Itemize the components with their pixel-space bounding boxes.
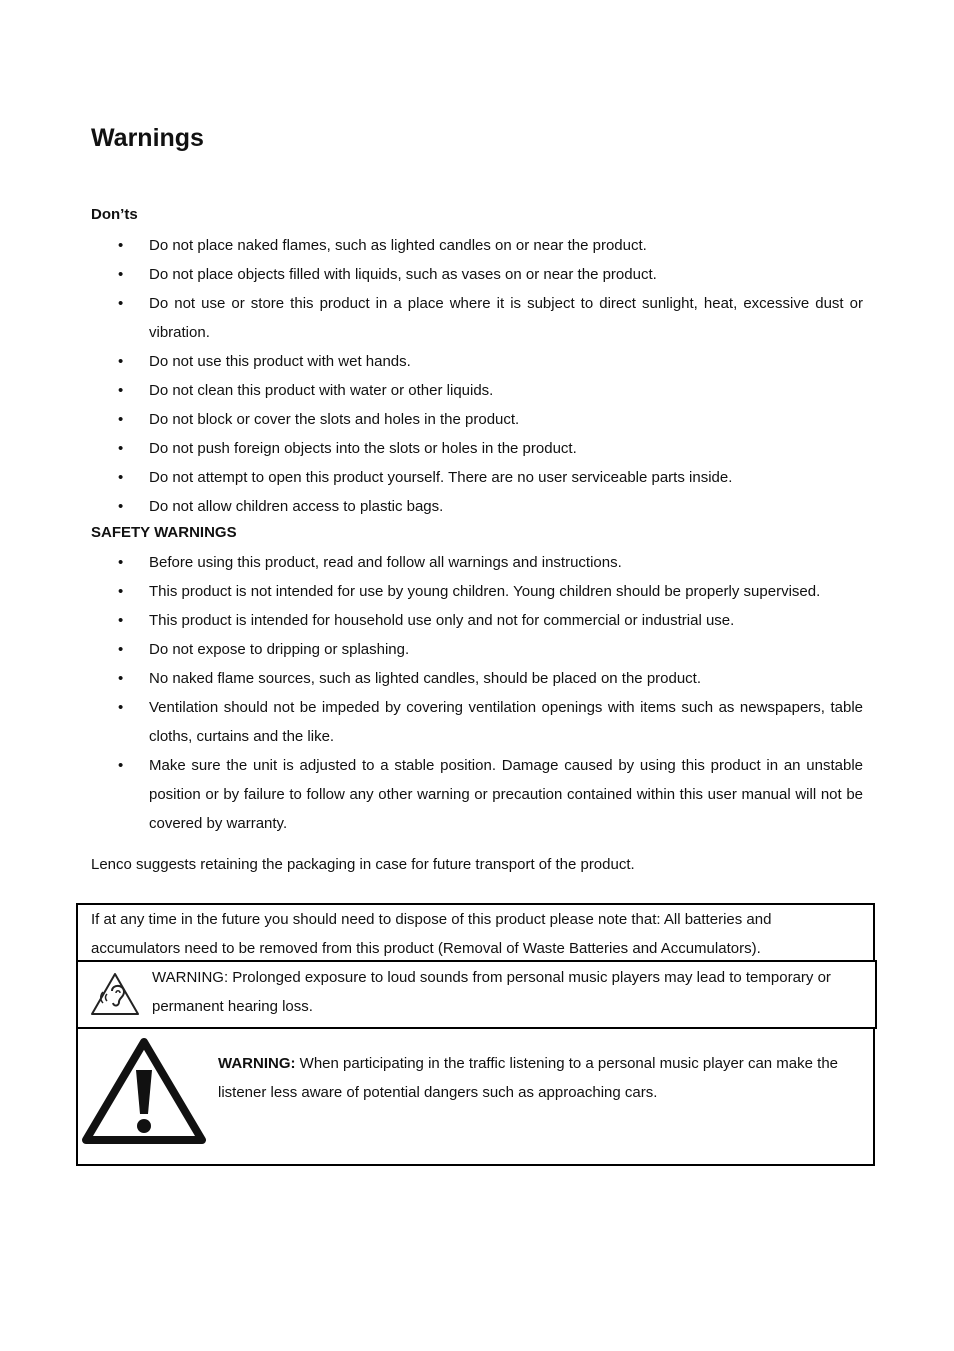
safety-warning-item — [91, 635, 863, 664]
bullet-icon: • — [118, 554, 124, 571]
safety-warning-item — [91, 606, 863, 635]
disposal-notice-text: If at any time in the future you should need to dispose of this product please note that: All batteries and accumulators need to be removed from this product (Removal of Waste Batteries and Accumulators). — [91, 911, 772, 957]
safety-warning-item — [91, 693, 863, 751]
bullet-icon: • — [118, 641, 124, 658]
safety-warning-item-text: Before using this product, read and follow all warnings and instructions. — [149, 554, 622, 571]
donts-item-text: Do not place naked flames, such as lighted candles on or near the product. — [149, 237, 647, 254]
donts-item — [91, 347, 863, 376]
bullet-icon: • — [118, 583, 124, 600]
safety-warnings-list — [91, 548, 863, 838]
bullet-icon: • — [118, 295, 124, 312]
safety-warning-item-text: No naked flame sources, such as lighted candles, should be placed on the product. — [149, 670, 702, 687]
traffic-warning-body: When participating in the traffic listening to a personal music player can make the listener less aware of potential dangers such as approaching cars. — [218, 1055, 839, 1101]
donts-item — [91, 289, 863, 347]
bullet-icon: • — [118, 699, 124, 716]
safety-warning-item — [91, 577, 863, 606]
donts-item-text: Do not attempt to open this product yourself. There are no user serviceable parts inside. — [149, 469, 733, 486]
safety-warning-item-text: Do not expose to dripping or splashing. — [149, 641, 410, 658]
packaging-note: Lenco suggests retaining the packaging in case for future transport of the product. — [91, 856, 635, 873]
donts-item — [91, 260, 863, 289]
bullet-icon: • — [118, 757, 124, 774]
donts-item — [91, 492, 863, 521]
traffic-warning-text — [218, 1049, 863, 1107]
donts-item-text: Do not push foreign objects into the slots or holes in the product. — [149, 440, 577, 457]
bullet-icon: • — [118, 382, 124, 399]
donts-item-text: Do not allow children access to plastic bags. — [149, 498, 444, 515]
hearing-warning-text: WARNING: Prolonged exposure to loud sounds from personal music players may lead to temporary or permanent hearing loss. — [152, 969, 831, 1015]
bullet-icon: • — [118, 411, 124, 428]
donts-item-text: Do not use this product with wet hands. — [149, 353, 411, 370]
bullet-icon: • — [118, 670, 124, 687]
donts-item — [91, 434, 863, 463]
bullet-icon: • — [118, 237, 124, 254]
donts-item-text: Do not place objects filled with liquids, such as vases on or near the product. — [149, 266, 657, 283]
safety-warning-item-text: Ventilation should not be impeded by covering ventilation openings with items such as newspapers, table cloths, curtains and the like. — [149, 699, 863, 745]
donts-item — [91, 376, 863, 405]
bullet-icon: • — [118, 469, 124, 486]
bullet-icon: • — [118, 266, 124, 283]
safety-warning-item — [91, 664, 863, 693]
ear-warning-icon — [90, 971, 140, 1017]
safety-warning-item-text: Make sure the unit is adjusted to a stable position. Damage caused by using this product in an unstable position or by failure to follow any other warning or precaution contained within this user manual will not be covered by warranty. — [149, 757, 863, 832]
donts-list — [91, 231, 863, 521]
donts-heading: Don’ts — [91, 206, 138, 223]
bullet-icon: • — [118, 612, 124, 629]
traffic-warning-box — [76, 1027, 875, 1166]
safety-warning-item — [91, 548, 863, 577]
donts-item — [91, 231, 863, 260]
donts-item — [91, 463, 863, 492]
traffic-warning-label: WARNING: — [218, 1055, 296, 1072]
safety-warning-item — [91, 751, 863, 838]
page-title: Warnings — [91, 124, 204, 152]
donts-item-text: Do not block or cover the slots and holes in the product. — [149, 411, 520, 428]
disposal-notice-box — [76, 903, 875, 962]
safety-warnings-heading: SAFETY WARNINGS — [91, 524, 237, 541]
donts-item-text: Do not use or store this product in a place where it is subject to direct sunlight, heat, excessive dust or vibration. — [149, 295, 863, 341]
bullet-icon: • — [118, 440, 124, 457]
donts-item-text: Do not clean this product with water or other liquids. — [149, 382, 494, 399]
safety-warning-item-text: This product is intended for household use only and not for commercial or industrial use. — [149, 612, 735, 629]
donts-item — [91, 405, 863, 434]
safety-warning-item-text: This product is not intended for use by young children. Young children should be properly supervised. — [149, 583, 821, 600]
exclamation-triangle-icon — [82, 1036, 206, 1146]
bullet-icon: • — [118, 353, 124, 370]
hearing-warning-box — [76, 960, 877, 1029]
bullet-icon: • — [118, 498, 124, 515]
